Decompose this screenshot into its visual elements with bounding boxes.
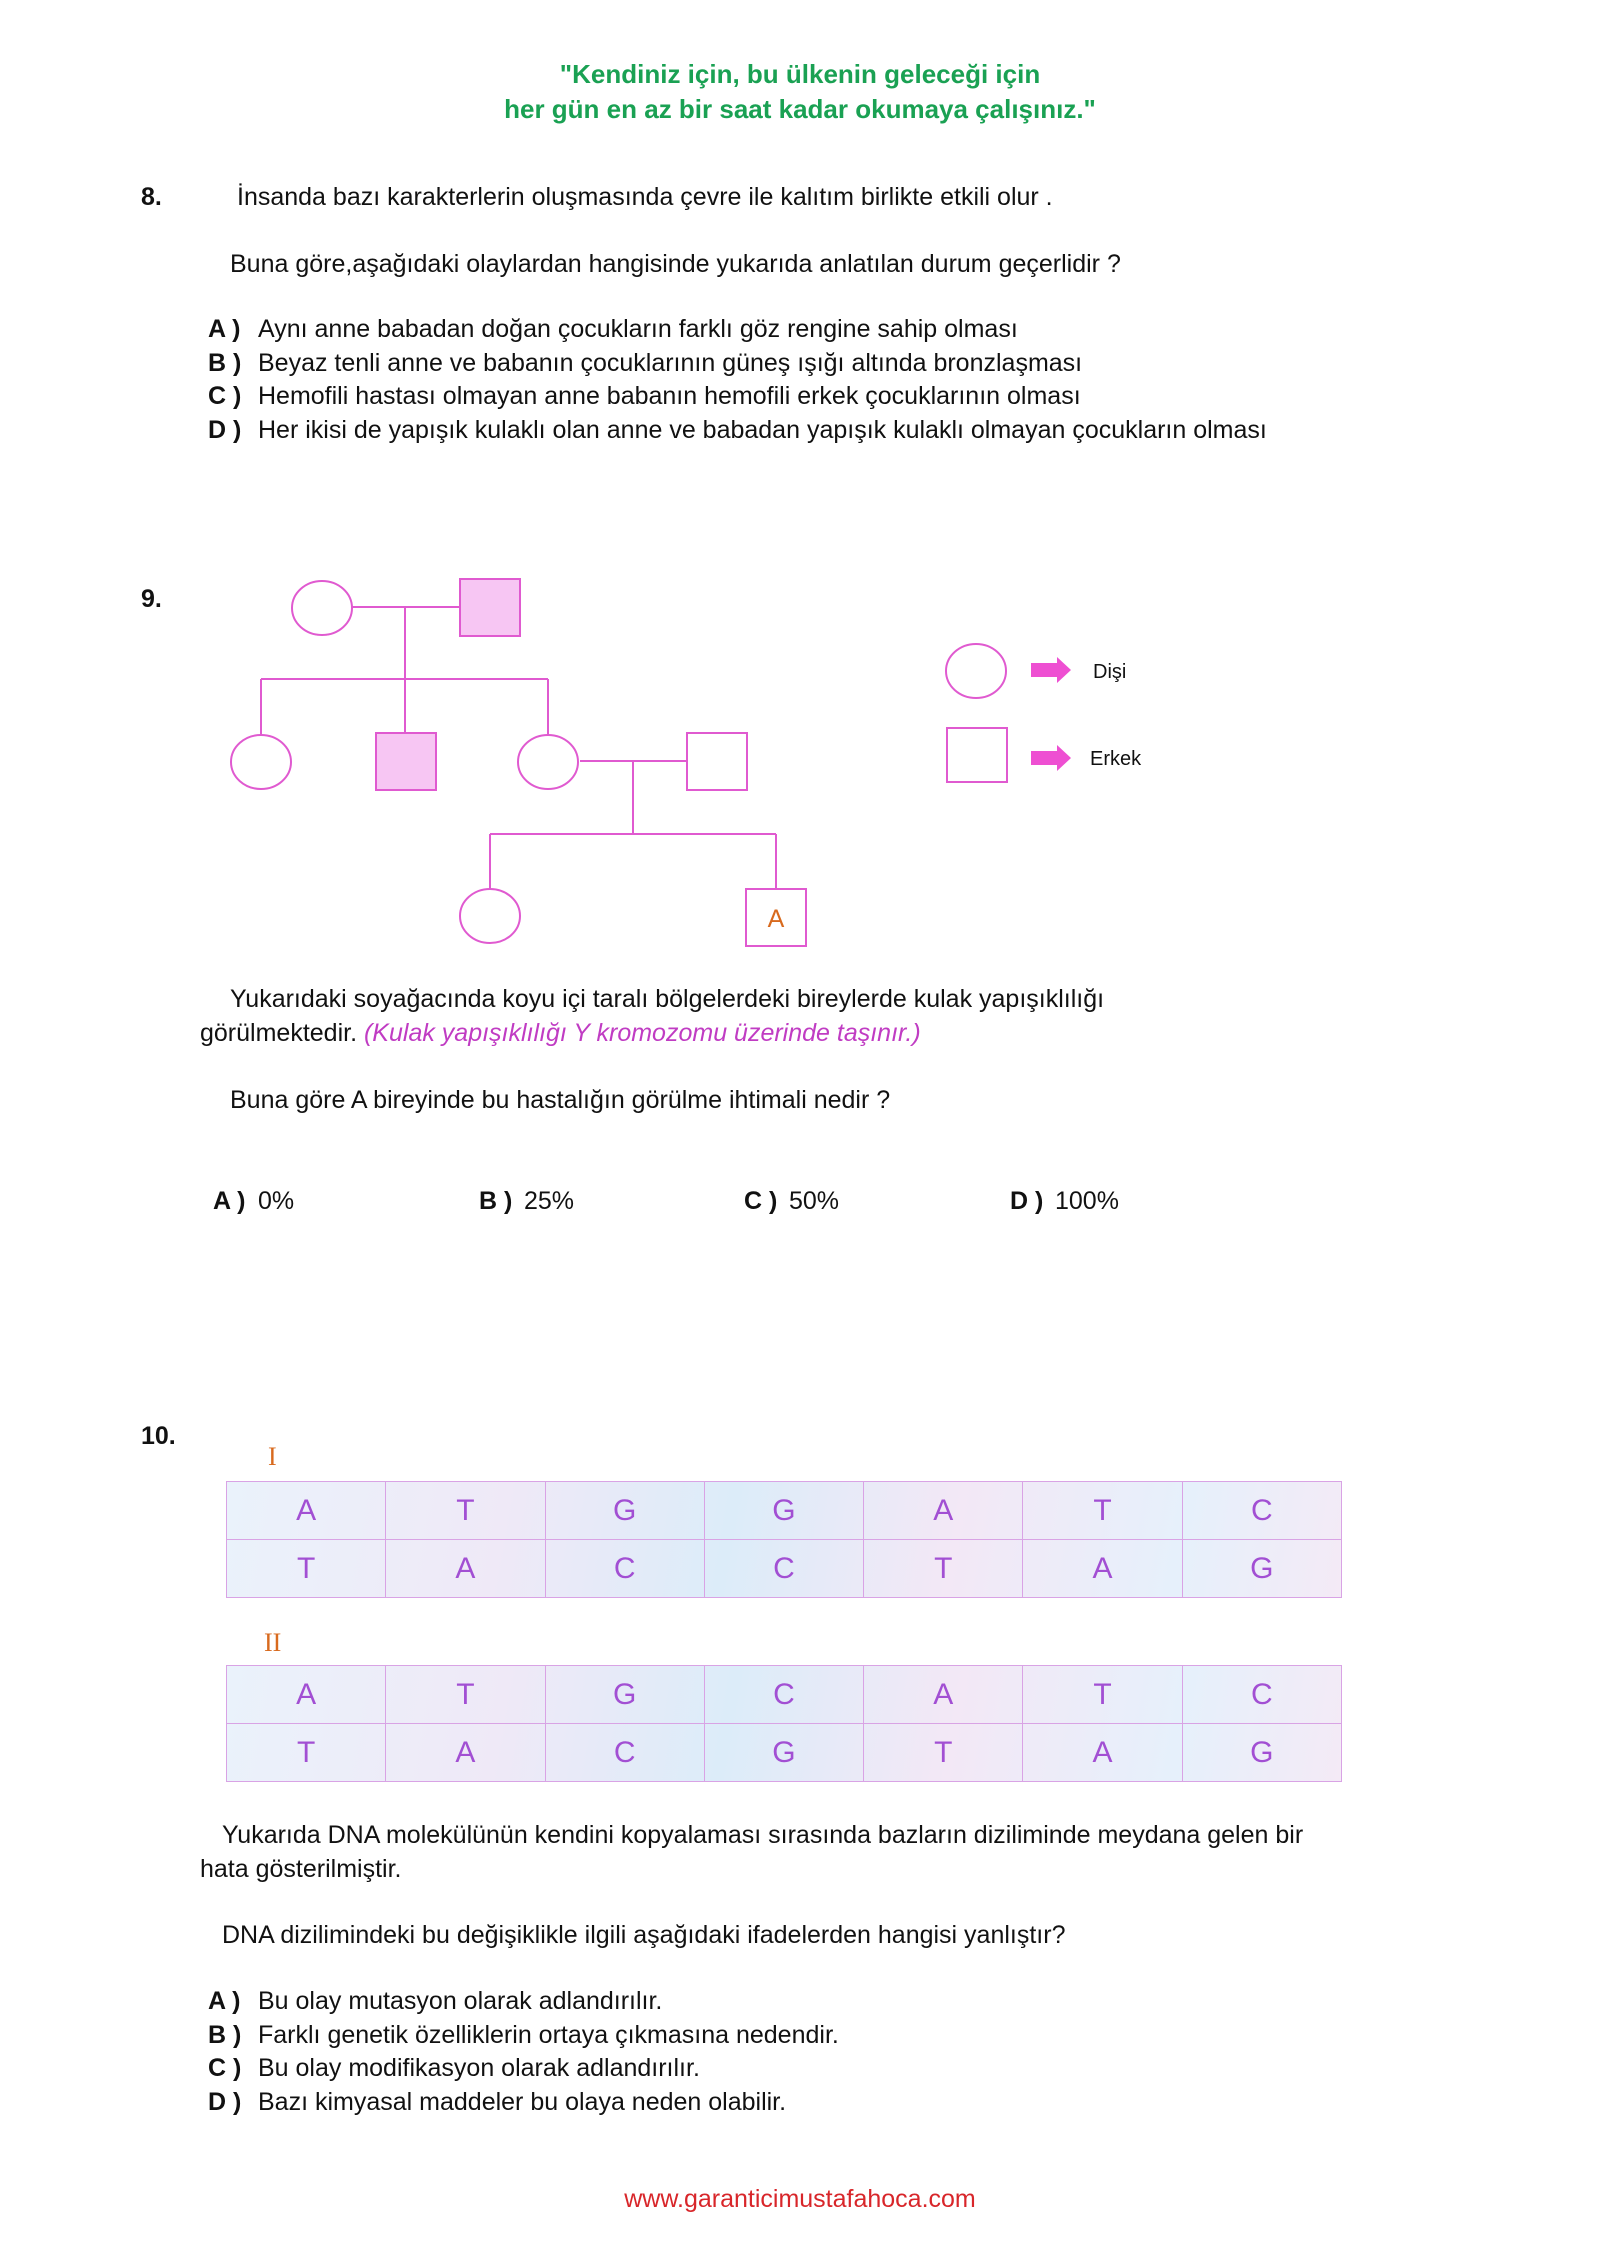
option-text: Bu olay mutasyon olarak adlandırılır.	[258, 1987, 663, 2015]
footer-url[interactable]: www.garanticimustafahoca.com	[624, 2185, 976, 2213]
question-10-text-line2: hata gösterilmiştir.	[200, 1855, 402, 1883]
base-cell: C	[704, 1540, 863, 1598]
base-cell: G	[1182, 1540, 1341, 1598]
option-letter: A )	[208, 315, 241, 343]
base-cell: C	[545, 1540, 704, 1598]
individual-a-label: A	[767, 905, 785, 933]
sequence-label-ii: II	[264, 1628, 282, 1657]
dna-table-i	[226, 1481, 1342, 1598]
question-9-statement: görülmektedir.	[200, 1019, 358, 1047]
table-row	[227, 1540, 1342, 1598]
table-row	[227, 1482, 1342, 1540]
option-text: Hemofili hastası olmayan anne babanın hemofili erkek çocuklarının olması	[258, 382, 1081, 410]
option-letter: D )	[1010, 1187, 1044, 1215]
option-letter: B )	[479, 1187, 513, 1215]
option-letter: A )	[213, 1187, 246, 1215]
question-8-number: 8.	[141, 183, 162, 211]
legend-female-circle	[946, 644, 1006, 698]
base-cell: G	[545, 1666, 704, 1724]
option-text: 25%	[524, 1187, 575, 1215]
base-cell: T	[864, 1540, 1023, 1598]
granddaughter-circle	[460, 889, 520, 943]
base-cell: G	[1182, 1724, 1341, 1782]
question-8-prompt: Buna göre,aşağıdaki olaylardan hangisinde yukarıda anlatılan durum geçerlidir ?	[230, 250, 1121, 278]
option-text: Her ikisi de yapışık kulaklı olan anne ve babadan yapışık kulaklı olmayan çocukların olması	[258, 415, 1267, 444]
option-letter: C )	[208, 2054, 242, 2082]
question-8-text: İnsanda bazı karakterlerin oluşmasında çevre ile kalıtım birlikte etkili olur .	[237, 183, 1053, 211]
base-cell: A	[227, 1666, 386, 1724]
base-cell: C	[1182, 1482, 1341, 1540]
base-cell: A	[1023, 1724, 1182, 1782]
option-letter: B )	[208, 2020, 242, 2049]
option-letter: D )	[208, 415, 242, 444]
base-cell: A	[864, 1482, 1023, 1540]
table-row	[227, 1666, 1342, 1724]
dna-table-ii	[226, 1665, 1342, 1782]
option-d[interactable]	[1010, 1185, 1119, 1219]
base-cell: C	[1182, 1666, 1341, 1724]
question-10-options	[208, 1985, 839, 2119]
option-text: 50%	[789, 1187, 840, 1215]
base-cell: A	[386, 1724, 545, 1782]
question-9-note: (Kulak yapışıklılığı Y kromozomu üzerinde taşınır.)	[363, 1019, 921, 1047]
mother-circle	[518, 735, 578, 789]
option-a[interactable]	[208, 1985, 839, 2019]
option-text: Beyaz tenli anne ve babanın çocuklarının güneş ışığı altında bronzlaşması	[258, 348, 1083, 377]
base-cell: T	[227, 1724, 386, 1782]
son-square-affected	[376, 733, 436, 790]
option-text: Bu olay modifikasyon olarak adlandırılır.	[258, 2054, 700, 2082]
base-cell: T	[227, 1540, 386, 1598]
base-cell: G	[545, 1482, 704, 1540]
base-cell: T	[1023, 1666, 1182, 1724]
daughter-circle	[231, 735, 291, 789]
question-9-text-line2	[200, 1016, 921, 1050]
option-text: 100%	[1055, 1187, 1119, 1215]
option-c[interactable]	[208, 2052, 839, 2086]
legend-male-arrow	[1031, 745, 1071, 771]
father-square	[687, 733, 747, 790]
option-text: Aynı anne babadan doğan çocukların farklı göz rengine sahip olması	[258, 315, 1018, 343]
option-b[interactable]	[208, 2019, 839, 2053]
legend-female-label: Dişi	[1093, 661, 1127, 683]
base-cell: G	[704, 1724, 863, 1782]
question-9-number: 9.	[141, 585, 162, 613]
sequence-label-i: I	[268, 1442, 277, 1471]
base-cell: C	[704, 1666, 863, 1724]
option-letter: A )	[208, 1987, 241, 2015]
base-cell: C	[545, 1724, 704, 1782]
base-cell: A	[386, 1540, 545, 1598]
option-text: 0%	[258, 1187, 295, 1215]
option-letter: C )	[208, 382, 242, 410]
legend-female-arrow	[1031, 657, 1071, 683]
grandmother-circle	[292, 581, 352, 635]
base-cell: A	[1023, 1540, 1182, 1598]
question-10-number: 10.	[141, 1422, 176, 1450]
base-cell: T	[1023, 1482, 1182, 1540]
grandfather-square-affected	[460, 579, 520, 636]
base-cell: A	[227, 1482, 386, 1540]
question-10-text: Yukarıda DNA molekülünün kendini kopyalaması sırasında bazların diziliminde meydana gelen bir	[222, 1821, 1304, 1849]
option-text: Bazı kimyasal maddeler bu olaya neden olabilir.	[258, 2087, 787, 2116]
base-cell: G	[704, 1482, 863, 1540]
base-cell: T	[864, 1724, 1023, 1782]
option-b[interactable]	[479, 1185, 574, 1219]
legend-male-square	[947, 728, 1007, 782]
question-10-prompt: DNA dizilimindeki bu değişiklikle ilgili aşağıdaki ifadelerden hangisi yanlıştır?	[222, 1921, 1066, 1949]
option-d[interactable]	[208, 2086, 839, 2120]
pedigree-diagram	[0, 0, 1600, 980]
base-cell: A	[864, 1666, 1023, 1724]
base-cell: T	[386, 1666, 545, 1724]
question-9-text: Yukarıdaki soyağacında koyu içi taralı bölgelerdeki bireylerde kulak yapışıklılığı	[230, 985, 1105, 1013]
table-row	[227, 1724, 1342, 1782]
header-line-2: her gün en az bir saat kadar okumaya çalışınız."	[504, 94, 1096, 124]
option-letter: C )	[744, 1187, 778, 1215]
legend-male-label: Erkek	[1090, 748, 1142, 770]
option-text: Farklı genetik özelliklerin ortaya çıkmasına nedendir.	[258, 2020, 839, 2049]
option-letter: B )	[208, 348, 242, 377]
base-cell: T	[386, 1482, 545, 1540]
option-letter: D )	[208, 2087, 242, 2116]
option-a[interactable]	[213, 1185, 294, 1219]
question-9-prompt: Buna göre A bireyinde bu hastalığın görülme ihtimali nedir ?	[230, 1086, 891, 1114]
option-c[interactable]	[744, 1185, 839, 1219]
header-line-1: "Kendiniz için, bu ülkenin geleceği için	[559, 59, 1041, 89]
